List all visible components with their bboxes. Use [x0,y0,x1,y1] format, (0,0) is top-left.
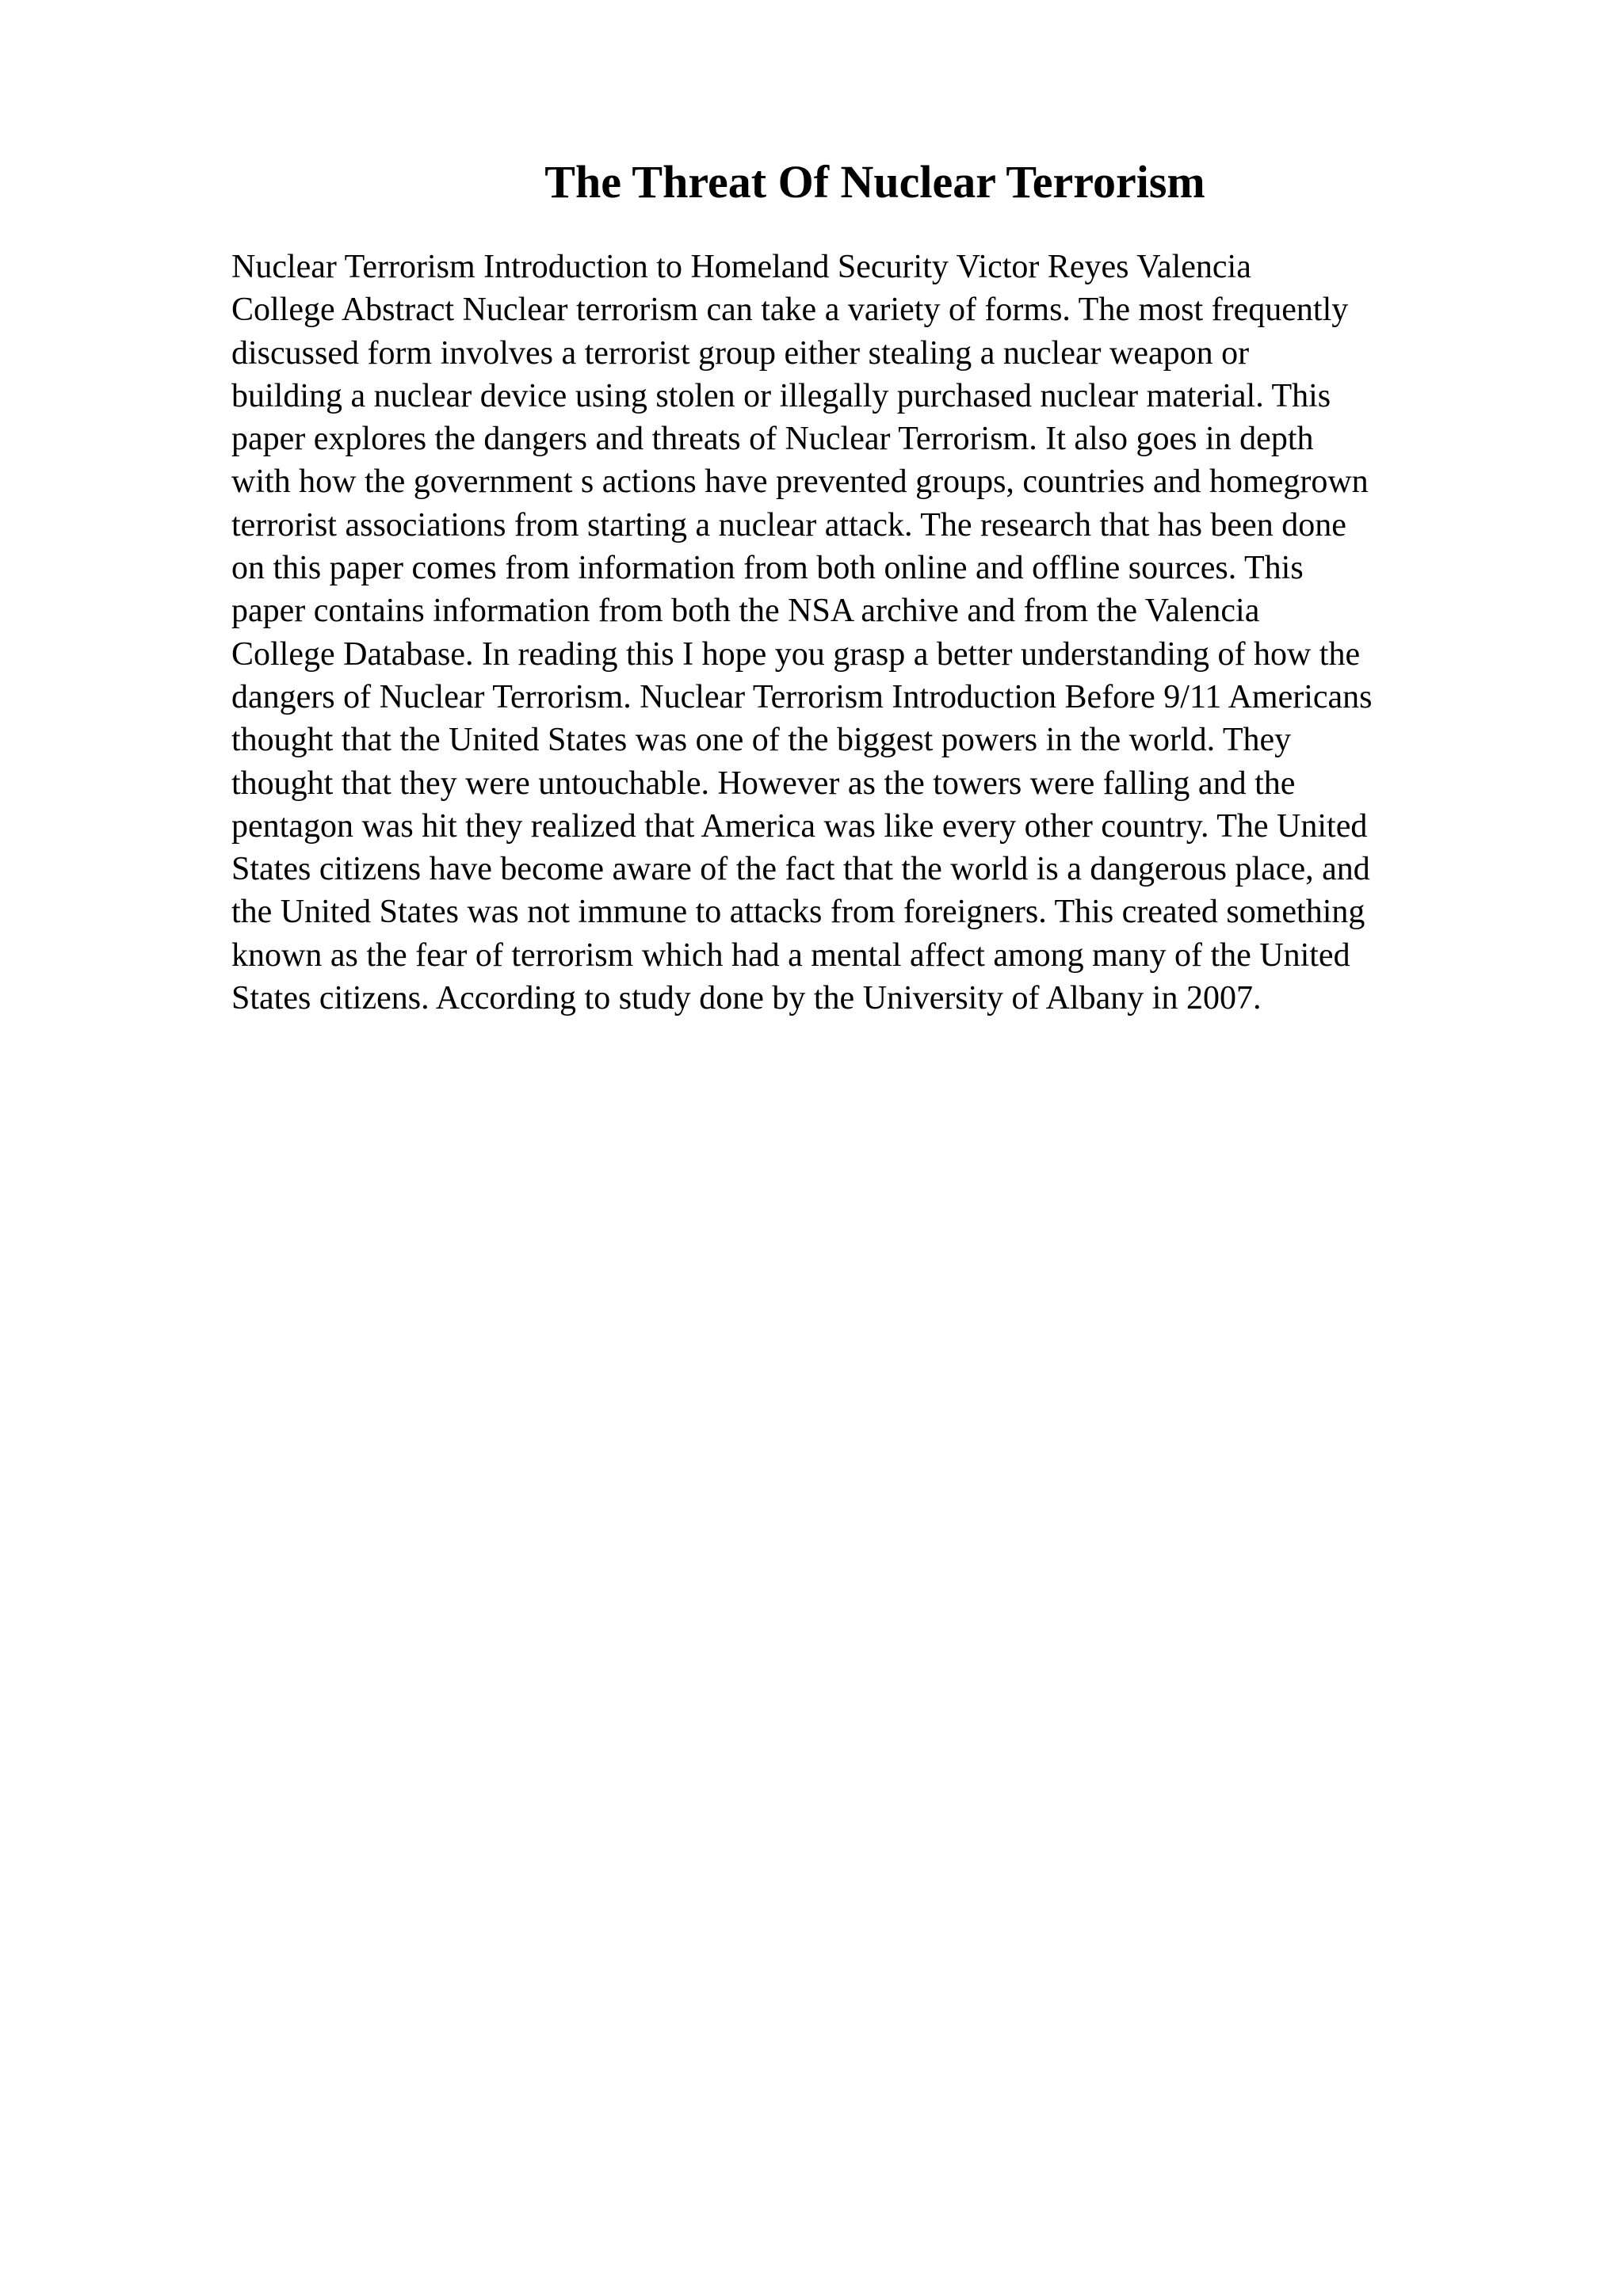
body-line: thought that the United States was one of the biggest powers in the world. They [231,722,1292,759]
body-line: paper explores the dangers and threats of Nuclear Terrorism. It also goes in depth [231,421,1314,458]
body-line: States citizens. According to study done by the University of Albany in 2007. [231,980,1262,1017]
body-line: States citizens have become aware of the fact that the world is a dangerous place, and [231,851,1370,888]
body-line: College Database. In reading this I hope you grasp a better understanding of how the [231,635,1361,673]
body-line: dangers of Nuclear Terrorism. Nuclear Terrorism Introduction Before 9/11 Americans [231,678,1373,715]
document-body [231,246,1523,1020]
body-line: discussed form involves a terrorist group either stealing a nuclear weapon or [231,334,1250,372]
body-line: College Abstract Nuclear terrorism can take a variety of forms. The most frequently [231,292,1349,329]
body-line: the United States was not immune to attacks from foreigners. This created something [231,894,1365,931]
document-title: The Threat Of Nuclear Terrorism [544,156,1205,208]
body-line: pentagon was hit they realized that America was like every other country. The United [231,807,1368,845]
body-line: on this paper comes from information from both online and offline sources. This [231,550,1304,587]
body-line: with how the government s actions have prevented groups, countries and homegrown [231,463,1369,501]
body-line: paper contains information from both the NSA archive and from the Valencia [231,593,1260,630]
body-line: building a nuclear device using stolen or illegally purchased nuclear material. This [231,377,1331,414]
body-line: known as the fear of terrorism which had a mental affect among many of the United [231,936,1350,974]
body-line: Nuclear Terrorism Introduction to Homeland Security Victor Reyes Valencia [231,249,1251,285]
body-line: terrorist associations from starting a nuclear attack. The research that has been done [231,506,1346,543]
body-line: thought that they were untouchable. However as the towers were falling and the [231,765,1296,802]
